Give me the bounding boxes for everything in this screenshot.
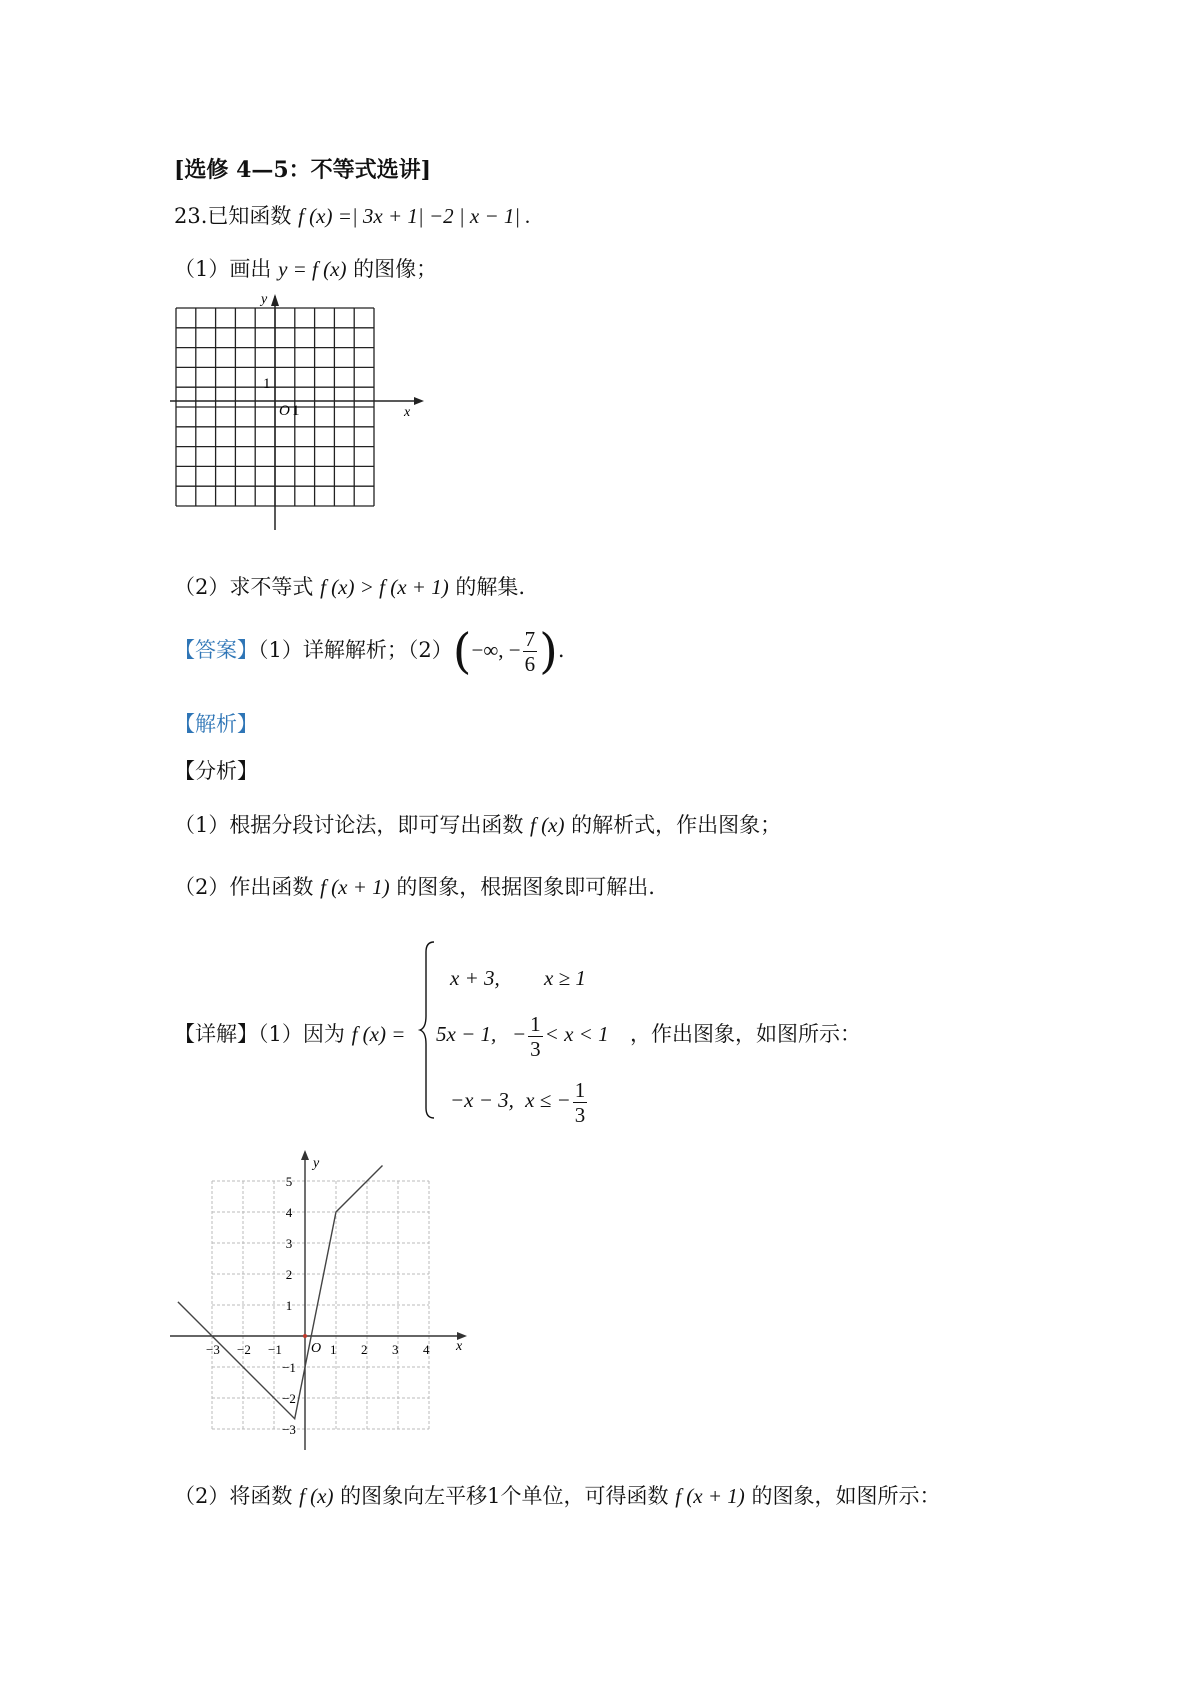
part2-detail-middle: 的图象向左平移1个单位，可得函数 bbox=[340, 1484, 669, 1508]
answer-frac-den: 6 bbox=[524, 652, 536, 676]
case2-cond-post: < x < 1 bbox=[544, 1022, 609, 1046]
answer-fraction bbox=[523, 627, 538, 676]
fenxi-1 bbox=[174, 811, 781, 839]
part2-formula: f (x) > f (x + 1) bbox=[320, 575, 449, 599]
x-tick-label: 3 bbox=[392, 1342, 399, 1357]
answer-part2-label: （2） bbox=[407, 638, 453, 662]
problem-number: 23. bbox=[174, 204, 208, 228]
y-tick-label: 4 bbox=[285, 1205, 293, 1220]
case2-expr: 5x − 1, bbox=[436, 1022, 497, 1046]
plot-origin-label: O bbox=[311, 1341, 322, 1356]
case3-frac-den: 3 bbox=[574, 1102, 586, 1127]
fenxi-2-prefix: （2）作出函数 bbox=[174, 875, 314, 899]
case3-frac-num: 1 bbox=[574, 1077, 586, 1102]
detail-line bbox=[174, 1020, 405, 1048]
section-title: [选修 4—5：不等式选讲] bbox=[174, 157, 432, 183]
piecewise-brace bbox=[418, 940, 438, 1120]
stem-prefix: 已知函数 bbox=[207, 204, 292, 228]
detail-prefix: （1）因为 bbox=[258, 1022, 345, 1046]
part2-label: （2） bbox=[174, 575, 230, 599]
x-tick-label: −3 bbox=[206, 1342, 220, 1357]
x-tick-label: 1 bbox=[330, 1342, 337, 1357]
plot-x-label: x bbox=[456, 1339, 463, 1354]
y-tick-label: −2 bbox=[282, 1391, 296, 1406]
plot-y-arrow bbox=[301, 1150, 309, 1160]
fenxi-1-prefix: （1）根据分段讨论法，即可写出函数 bbox=[174, 813, 524, 837]
fenxi-1-suffix: 的解析式，作出图象； bbox=[571, 813, 782, 837]
blank-grid-figure bbox=[170, 292, 450, 540]
x-tick-label: 2 bbox=[361, 1342, 368, 1357]
detail-tag: 【详解】 bbox=[174, 1022, 258, 1046]
part1 bbox=[174, 255, 437, 283]
part2-detail-f1: f (x) bbox=[299, 1484, 334, 1508]
part2-prefix: 求不等式 bbox=[229, 575, 314, 599]
function-plot bbox=[165, 1150, 485, 1456]
y-tick-label: 3 bbox=[285, 1236, 293, 1251]
answer-frac-num: 7 bbox=[524, 627, 536, 651]
detail-suffix: ，作出图象，如图所示： bbox=[630, 1022, 861, 1046]
answer-part1: （1）详解解析； bbox=[258, 638, 408, 662]
fenxi-2-formula: f (x + 1) bbox=[320, 875, 390, 899]
case2-frac-num: 1 bbox=[530, 1011, 541, 1036]
case2-fraction bbox=[528, 1012, 543, 1061]
y-tick-label: 1 bbox=[285, 1298, 293, 1313]
part2-suffix: 的解集. bbox=[455, 575, 526, 599]
grid-origin-label: O bbox=[279, 403, 290, 419]
x-tick-label: −1 bbox=[268, 1342, 282, 1357]
case2-frac-den: 3 bbox=[530, 1036, 541, 1061]
left-paren: ( bbox=[452, 623, 472, 680]
answer-tag: 【答案】 bbox=[174, 638, 258, 662]
y-tick-label: −3 bbox=[282, 1422, 296, 1437]
part2-detail-suffix: 的图象，如图所示： bbox=[751, 1484, 941, 1508]
part2 bbox=[174, 573, 525, 601]
origin-dot bbox=[303, 1334, 307, 1338]
right-paren: ) bbox=[539, 623, 558, 680]
fenxi-2 bbox=[174, 873, 655, 901]
x-tick-label: 4 bbox=[423, 1342, 430, 1357]
part1-suffix: 的图像； bbox=[353, 257, 438, 281]
problem-stem bbox=[174, 202, 531, 230]
detail-f-of-x: f (x) = bbox=[351, 1022, 406, 1046]
case3-fraction bbox=[573, 1078, 588, 1127]
y-tick-label: 2 bbox=[285, 1267, 293, 1282]
case3 bbox=[450, 1074, 589, 1127]
case3-cond-pre: x ≤ − bbox=[525, 1088, 571, 1112]
series-line-f bbox=[178, 1166, 383, 1419]
part2-detail bbox=[174, 1482, 940, 1510]
y-axis-arrow bbox=[271, 294, 279, 306]
analysis-tag: 【解析】 bbox=[174, 712, 258, 736]
case2-cond bbox=[512, 1008, 609, 1061]
case3-expr: −x − 3, bbox=[450, 1088, 514, 1112]
part1-formula: y = f (x) bbox=[278, 257, 347, 281]
y-tick-label: 5 bbox=[285, 1174, 293, 1189]
x-tick-label: −2 bbox=[237, 1342, 251, 1357]
part2-detail-prefix: （2）将函数 bbox=[174, 1484, 293, 1508]
case1-expr: x + 3, bbox=[450, 966, 500, 990]
part1-label: （1） bbox=[174, 257, 230, 281]
fenxi-2-suffix: 的图象，根据图象即可解出. bbox=[396, 875, 655, 899]
part2-detail-f2: f (x + 1) bbox=[675, 1484, 745, 1508]
grid-y-tick: 1 bbox=[263, 376, 271, 392]
case1-cond: x ≥ 1 bbox=[544, 966, 586, 990]
part1-prefix: 画出 bbox=[229, 257, 272, 281]
grid-x-tick: 1 bbox=[292, 403, 300, 419]
answer-end: . bbox=[557, 638, 565, 662]
grid-y-label: y bbox=[261, 292, 268, 307]
plot-grid bbox=[212, 1181, 429, 1429]
stem-formula: f (x) =| 3x + 1| −2 | x − 1| . bbox=[298, 204, 531, 228]
grid-x-label: x bbox=[404, 405, 411, 420]
y-tick-label: −1 bbox=[282, 1360, 296, 1375]
answer-line bbox=[174, 622, 565, 678]
fenxi-tag: 【分析】 bbox=[174, 759, 258, 783]
fenxi-1-formula: f (x) bbox=[530, 813, 565, 837]
interval-left: −∞, − bbox=[471, 638, 521, 662]
x-axis-arrow bbox=[414, 397, 424, 405]
case2-cond-pre: − bbox=[512, 1022, 527, 1046]
plot-y-label: y bbox=[313, 1156, 320, 1171]
